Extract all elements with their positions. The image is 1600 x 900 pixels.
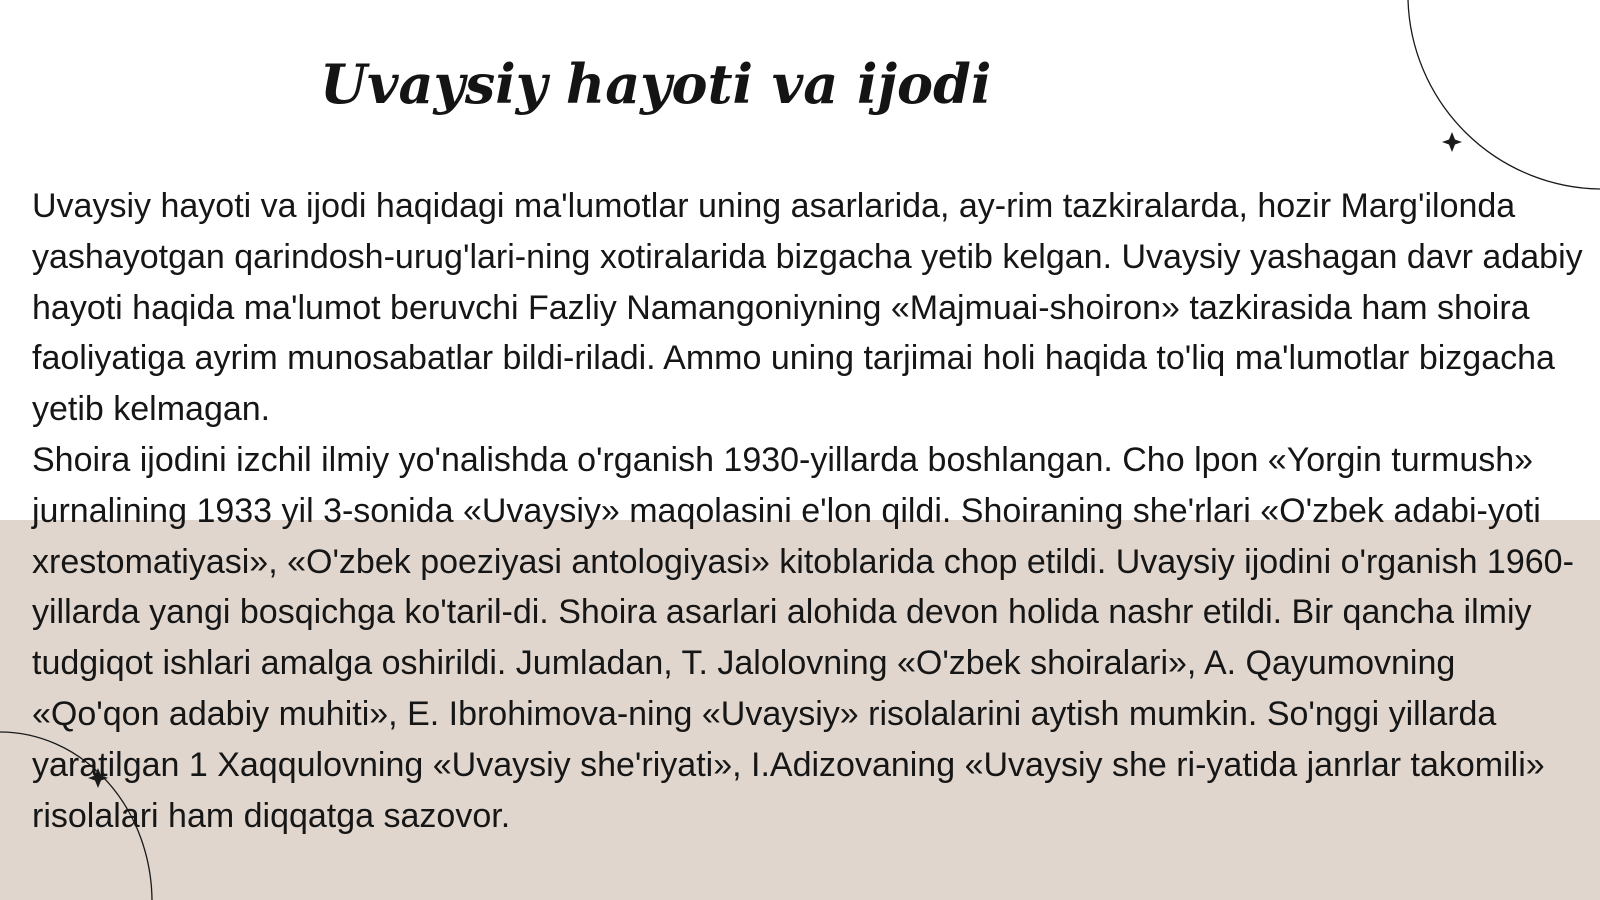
paragraph-study: Shoira ijodini izchil ilmiy yo'nalishda o'rganish 1930-yillarda boshlangan. Cho lpon «Yorgin turmush» jurnalining 1933 yil 3-sonida «Uvaysiy» maqolasini e'lon qildi. Shoiraning she'rlari «O'zbek adabi-yoti xrestomatiyasi», «O'zbek poeziyasi antologiyasi» kitoblarida chop etildi. Uvaysiy ijodini o'rganish 1960-yillarda yangi bosqichga ko'taril-di. Shoira asarlari alohida devon holida nashr etildi. Bir qancha ilmiy tudgiqot ishlari amalga oshirildi. Jumladan, T. Jalolovning «O'zbek shoiralari», A. Qayumovning «Qo'qon adabiy muhiti», E. Ibrohimova-ning «Uvaysiy» risolalarini aytish mumkin. So'nggi yillarda yaratilgan 1 Xaqqulovning «Uvaysiy she'riyati», I.Adizovaning «Uvaysiy she ri-yatida janrlar takomili» risolalari ham diqqatga sazovor. <box>32 440 1574 835</box>
slide-title: Uvaysiy hayoti va ijodi <box>320 52 992 116</box>
top-right-arc <box>1408 0 1600 189</box>
paragraph-life: Uvaysiy hayoti va ijodi haqidagi ma'lumotlar uning asarlarida, ay-rim tazkiralarda, hozir Marg'ilonda yashayotgan qarindosh-urug'lari-ning xotiralarida bizgacha yetib kelgan. Uvaysiy yashagan davr adabiy hayoti haqida ma'lumot beruvchi Fazliy Namangoniyning «Majmuai-shoiron» tazkirasida ham shoira faoliyatiga ayrim munosabatlar bildi-riladi. Ammo uning tarjimai holi haqida to'liq ma'lumotlar bizgacha yetib kelmagan. <box>32 187 1583 429</box>
body-text <box>32 181 1587 841</box>
top-right-star-icon <box>1442 132 1462 152</box>
